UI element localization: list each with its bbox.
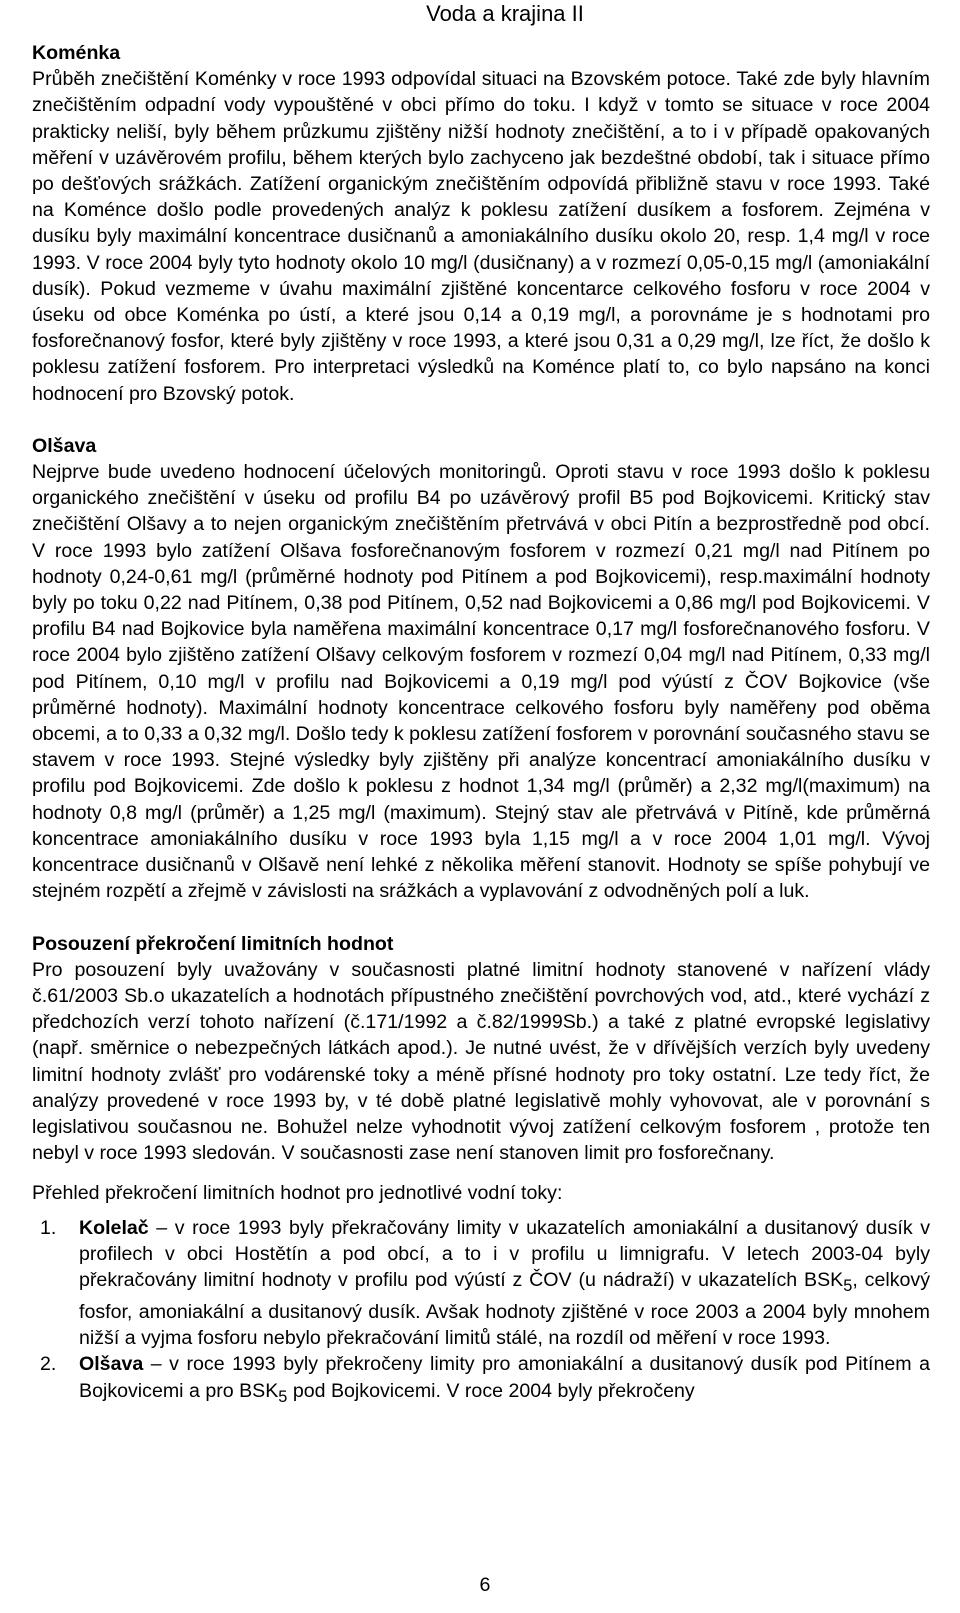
list-item (32, 1351, 930, 1409)
spacer (32, 407, 930, 433)
section-heading-olsava: Olšava (32, 434, 97, 457)
section-heading-komenka: Koménka (32, 42, 121, 64)
running-header: Voda a krajina II (426, 1, 584, 26)
spacer (32, 905, 930, 931)
list-item-subscript: 5 (843, 1276, 853, 1295)
paragraph-komenka: Průběh znečištění Koménky v roce 1993 odpovídal situaci na Bzovském potoce. Také zde byly hlavním znečištěním odpadní vody vypouštěné v obci přímo do toku. I když v tomto se situace v roce 2004 prakticky neliší, byly během průzkumu zjištěny nižší hodnoty znečištění, a to i v případě opakovaných měření v uzávěrovém profilu, během kterých bylo zachyceno jak bezdeštné období, tak i situace přímo po dešťových srážkách. Zatížení organickým znečištěním odpovídá přibližně stavu v roce 1993. Také na Koménce došlo podle provedených analýz k poklesu zatížení dusíkem a fosforem. Zejména v dusíku byly maximální koncentrace dusičnanů a amoniakálního dusíku okolo 20, resp. 1,4 mg/l v roce 1993. V roce 2004 byly tyto hodnoty okolo 10 mg/l (dusičnany) a v rozmezí 0,05-0,15 mg/l (amoniakální dusík). Pokud vezmeme v úvahu maximální zjištěné koncentarce celkového fosforu v roce 2004 v úseku od obce Koménka po ústí, a které jsou 0,14 a 0,19 mg/l, a porovnáme je s hodnotami pro fosforečnanový fosfor, které byly zjištěny v roce 1993, a které jsou 0,31 a 0,29 mg/l, lze říct, že došlo k poklesu zatížení fosforem. Pro interpretaci výsledků na Koménce platí to, co bylo napsáno na konci hodnocení pro Bzovský potok. (32, 68, 930, 405)
paragraph-olsava: Nejprve bude uvedeno hodnocení účelových monitoringů. Oproti stavu v roce 1993 došlo k poklesu organického znečištění v úseku od profilu B4 po uzávěrový profil B5 pod Bojkovicemi. Kritický stav znečištění Olšavy a to nejen organickým znečištěním přetrvává v obci Pitín a bezprostředně pod obcí. V roce 1993 bylo zatížení Olšava fosforečnanovým fosforem v rozmezí 0,21 mg/l nad Pitínem po hodnoty 0,24-0,61 mg/l (průměrné hodnoty pod Pitínem a pod Bojkovicemi), resp.maximální hodnoty byly po toku 0,22 nad Pitínem, 0,38 pod Pitínem, 0,52 nad Bojkovicemi a 0,86 mg/l pod Bojkovicemi. V profilu B4 nad Bojkovice byla naměřena maximální koncentrace 0,17 mg/l fosforečnanového fosforu. V roce 2004 bylo zjištěno zatížení Olšavy celkovým fosforem v rozmezí 0,04 mg/l nad Pitínem, 0,33 mg/l pod Pitínem, 0,10 mg/l v profilu nad Bojkovicemi a 0,19 mg/l pod výústí z ČOV Bojkovice (vše průměrné hodnoty). Maximální hodnoty koncentrace celkového fosforu byly naměřeny pod oběma obcemi, a to 0,33 a 0,32 mg/l. Došlo tedy k poklesu zatížení fosforem v porovnání současného stavu se stavem v roce 1993. Stejné výsledky byly zjištěny při analýze koncentrací amoniakálního dusíku v profilu pod Bojkovicemi. Zde došlo k poklesu z hodnot 1,34 mg/l (průměr) a 2,32 mg/l(maximum) na hodnoty 0,8 mg/l (průměr) a 1,25 mg/l (maximum). Stejný stav ale přetrvává v Pitíně, kde průměrná koncentrace amoniakálního dusíku v roce 1993 byla 1,15 mg/l a v roce 2004 1,01 mg/l. Vývoj koncentrace dusičnanů v Olšavě není lehké z několika měření stanovit. Hodnoty se spíše pohybují ve stejném rozpětí a zřejmě v závislosti na srážkách a vyplavování z odvodněných polí a luk. (32, 461, 930, 903)
list-item-text-continued: , celkový fosfor, amoniakální a dusitanový dusík. Avšak hodnoty zjištěné v roce 2003 a 2004 byly mnohem nižší a vyjma fosforu nebylo překračování limitů stálé, na rozdíl od měření v roce 1993. (79, 1268, 930, 1350)
list-item-name: Kolelač (79, 1216, 149, 1239)
document-body (32, 40, 930, 1410)
exceedance-list (32, 1215, 930, 1410)
list-item (32, 1215, 930, 1352)
list-item-name: Olšava (79, 1353, 144, 1376)
list-item-number: 2. (40, 1353, 57, 1376)
page-number: 6 (479, 1574, 491, 1596)
spacer (32, 1207, 930, 1215)
list-item-text: – v roce 1993 byly překročeny limity pro amoniakální a dusitanový dusík pod Pitínem a Bojkovicemi a pro BSK (79, 1353, 930, 1402)
list-intro: Přehled překročení limitních hodnot pro jednotlivé vodní toky: (32, 1182, 563, 1205)
list-item-text-continued: pod Bojkovicemi. V roce 2004 byly překročeny (287, 1379, 695, 1402)
spacer (32, 1166, 930, 1180)
section-heading-posouzeni: Posouzení překročení limitních hodnot (32, 932, 394, 955)
list-item-subscript: 5 (278, 1387, 288, 1406)
list-item-text: – v roce 1993 byly překračovány limity v ukazatelích amoniakální a dusitanový dusík v profilech v obci Hostětín a pod obcí, a to i v profilu u limnigrafu. V letech 2003-04 byly překračovány limitní hodnoty v profilu pod výústí z ČOV (u nádraží) v ukazatelích BSK (79, 1216, 930, 1291)
list-item-number: 1. (40, 1216, 57, 1239)
paragraph-posouzeni: Pro posouzení byly uvažovány v současnosti platné limitní hodnoty stanovené v nařízení vlády č.61/2003 Sb.o ukazatelích a hodnotách přípustného znečištění povrchových vod, atd., které vychází z předchozích verzí tohoto nařízení (č.171/1992 a č.82/1999Sb.) a také z platné evropské legislativy (např. směrnice o nebezpečných látkách apod.). Je nutné uvést, že v dřívějších verzích byly uvedeny limitní hodnoty zvlášť pro vodárenské toky a méně přísné hodnoty pro toky ostatní. Lze tedy říct, že analýzy provedené v roce 1993 by, v té době platné legislativě mohly vyhovovat, ale v porovnání s legislativou současnou ne. Bohužel nelze vyhodnotit vývoj zatížení celkovým fosforem , protože ten nebyl v roce 1993 sledován. V současnosti zase není stanoven limit pro fosforečnany. (32, 958, 930, 1165)
